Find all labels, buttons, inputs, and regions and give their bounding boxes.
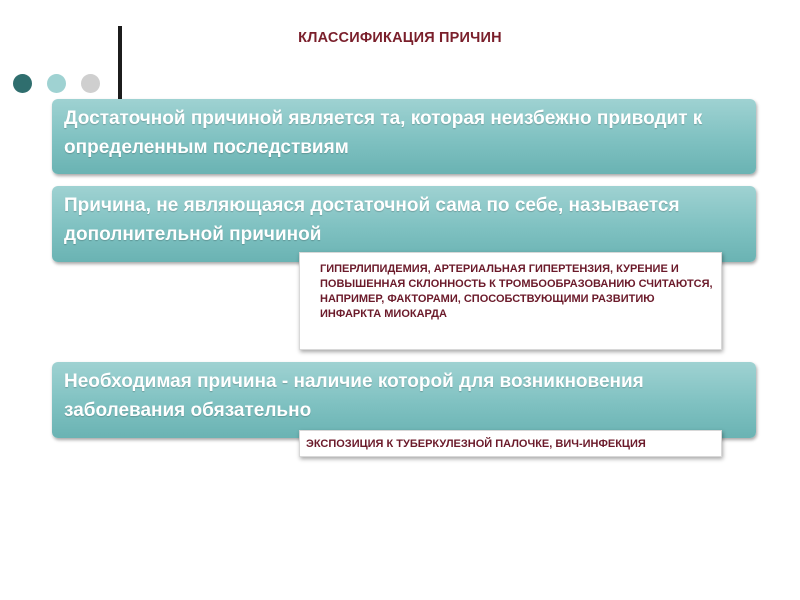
additional-cause-example-note: ГИПЕРЛИПИДЕМИЯ, АРТЕРИАЛЬНАЯ ГИПЕРТЕНЗИЯ, КУРЕНИЕ И ПОВЫШЕННАЯ СКЛОННОСТЬ К ТРОМБООБРАЗОВАНИЮ СЧИТАЮТСЯ, НАПРИМЕР, ФАКТОРАМИ, СПОСОБСТВУЮЩИМИ РАЗВИТИЮ ИНФАРКТА МИОКАРДА [299,252,722,350]
additional-cause-band: Причина, не являющаяся достаточной сама по себе, называется дополнительной причиной [52,186,756,262]
necessary-cause-example-note: ЭКСПОЗИЦИЯ К ТУБЕРКУЛЕЗНОЙ ПАЛОЧКЕ, ВИЧ-ИНФЕКЦИЯ [299,430,722,457]
slide-title: КЛАССИФИКАЦИЯ ПРИЧИН [298,30,502,46]
decorative-dot-dark [13,74,32,93]
decorative-vertical-line [118,26,122,100]
sufficient-cause-band: Достаточной причиной является та, которая неизбежно приводит к определенным последствиям [52,99,756,174]
decorative-dot-gray [81,74,100,93]
necessary-cause-band: Необходимая причина - наличие которой для возникновения заболевания обязательно [52,362,756,438]
decorative-dot-light [47,74,66,93]
